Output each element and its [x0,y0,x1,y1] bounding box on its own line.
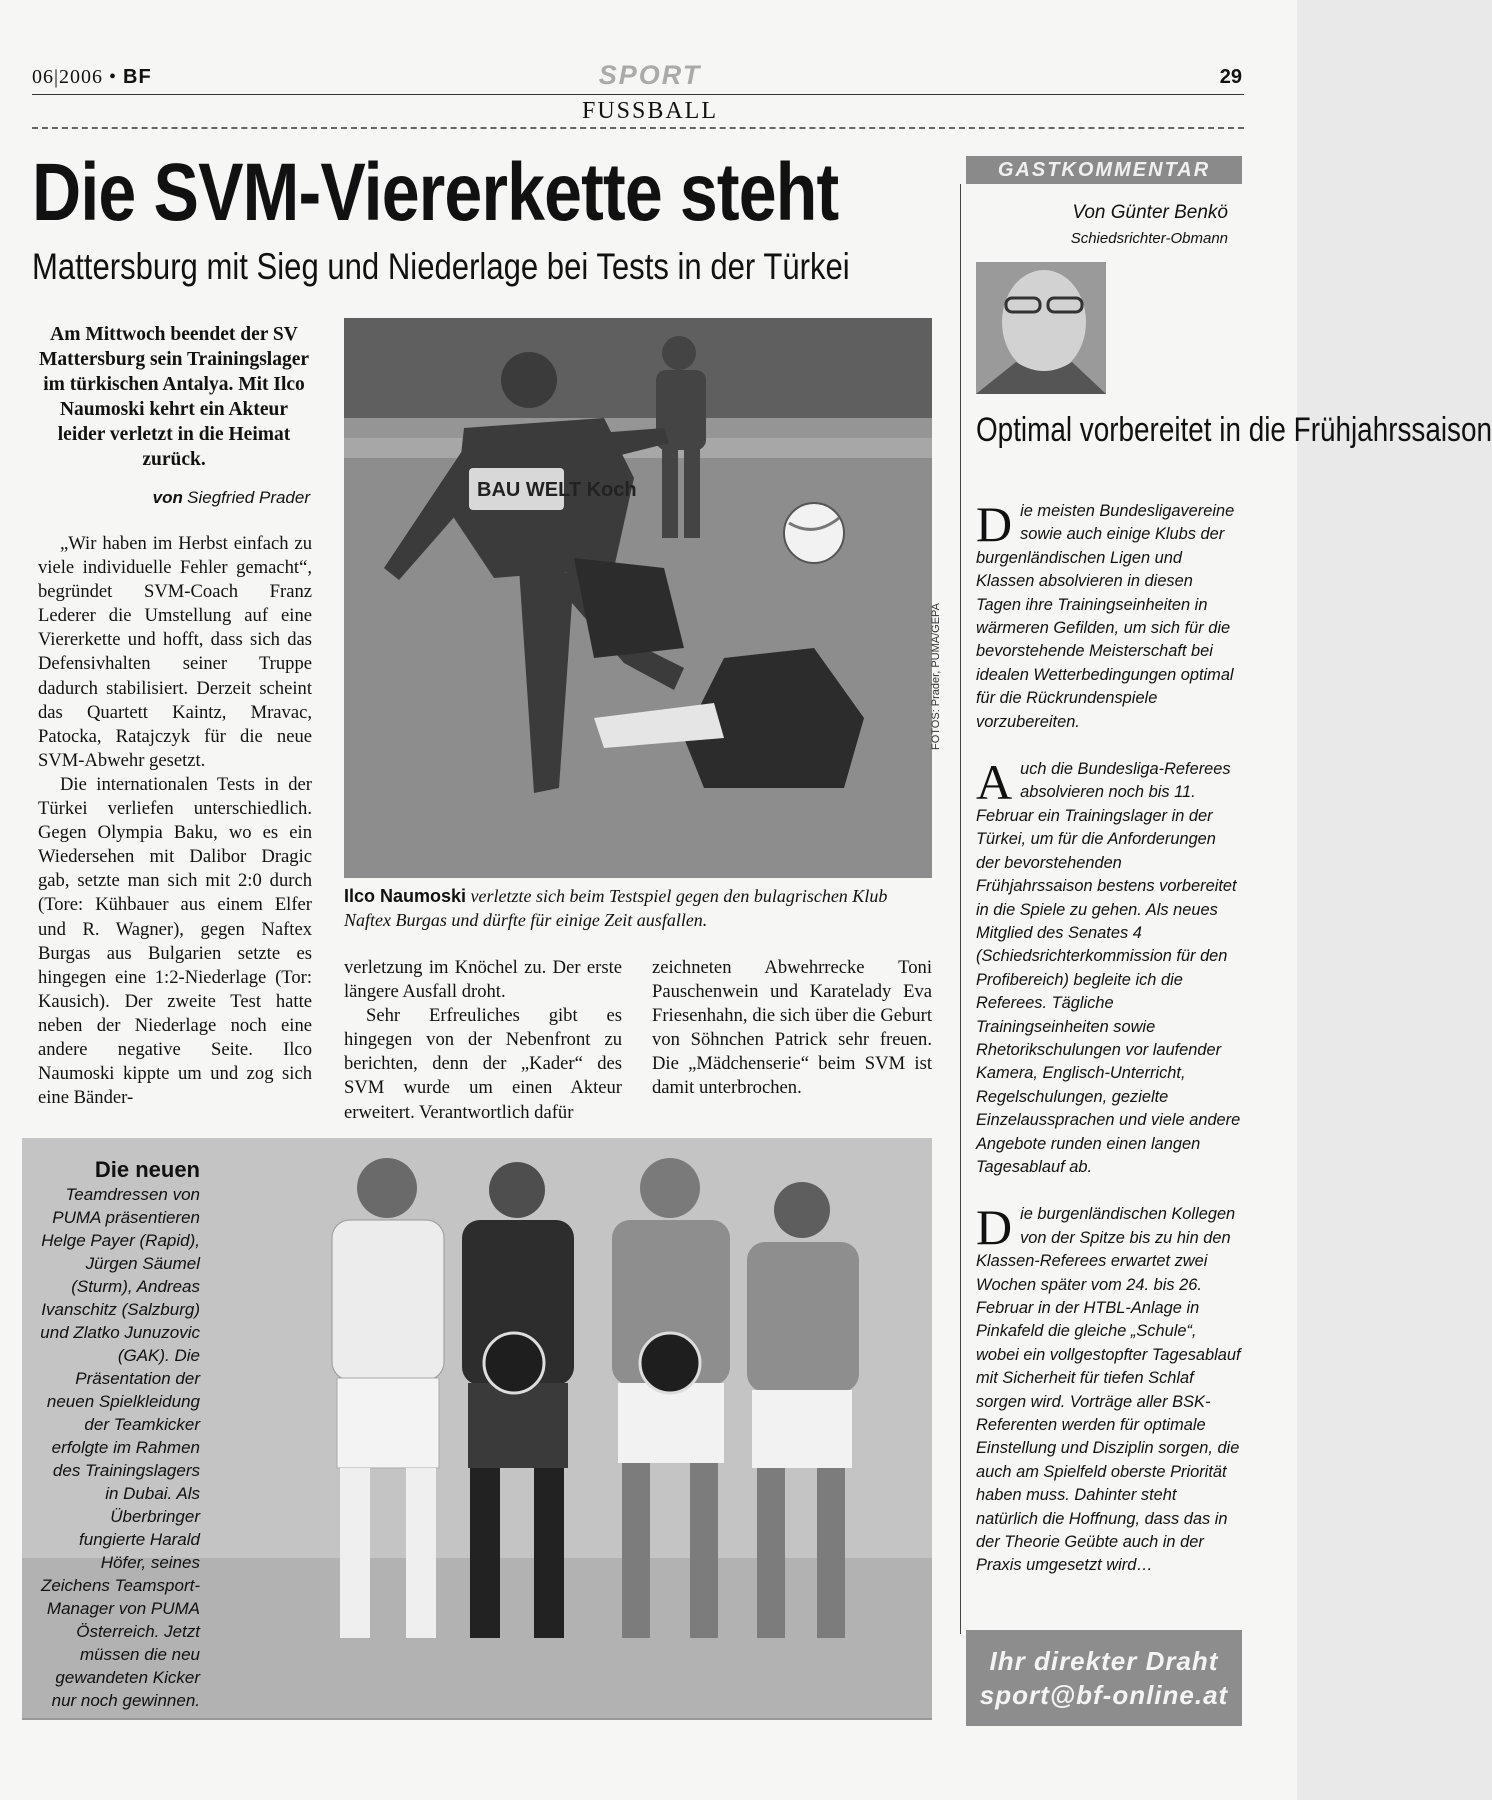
drop-cap: D [976,1199,1013,1256]
article-column-1 [38,532,312,1110]
caption-player-name: Ilco Naumoski [344,886,467,906]
paragraph: „Wir haben im Herbst einfach zu viele individuelle Fehler gemacht“, begründet SVM-Coach Franz Lederer die Umstellung auf eine Viererkette und hofft, dass sich das Defensivhalten seiner Truppe dadurch stabilisiert. Derzeit scheint das Quartett Kaintz, Mravac, Patocka, Ratajczyk für die neue SVM-Abwehr gesetzt. [38,533,312,771]
paragraph: verletzung im Knöchel zu. Der erste längere Ausfall droht. [344,957,622,1003]
paragraph: Sehr Erfreuliches gibt es hingegen von der Nebenfront zu berichten, denn der „Kader“ des SVM wurde um einen Akteur erweitert. Verantwortlich dafür [344,1005,622,1123]
paragraph: zeichneten Abwehrrecke Toni Pauschenwein und Karatelady Eva Friesenhahn, die sich über die Geburt von Söhnchen Patrick sehr freuen. Die „Mädchenserie“ beim SVM ist damit unterbrochen. [652,957,932,1099]
caption-text: Teamdressen von PUMA präsentieren Helge Payer (Rapid), Jürgen Säumel (Sturm), Andreas Ivanschitz (Salzburg) und Zlatko Junuzovic (GAK). Die Präsentation der neuen Spielkleidung der Teamkicker erfolgte im Rahmen des Trainingslagers in Dubai. Als Überbringer fungierte Harald Höfer, seines Zeichens Teamsport-Manager von PUMA Österreich. Jetzt müssen die neu gewandeten Kicker nur noch gewinnen. [40,1185,200,1710]
issue-number: 06|2006 [32,66,104,88]
commentary-author [966,200,1228,252]
subsection-title: FUSSBALL [581,98,719,124]
photo-credit: FOTOS: Prader, PUMA/GEPA [930,603,942,750]
article-column-3 [652,956,932,1101]
article-lead: Am Mittwoch beendet der SV Mattersburg sein Trainingslager im türkischen Antalya. Mit Ilco Naumoski kehrt ein Akteur leider verletzt in die Heimat zurück. [38,324,310,470]
drop-cap: D [976,496,1013,552]
commentary-title: Optimal vorbereitet in die Frühjahrssaison [976,411,1492,449]
section-title: SPORT [598,60,702,90]
paragraph-text: ie meisten Bundesligavereine sowie auch einige Klubs der burgenländischen Ligen und Klassen absolvieren in diesen Tagen ihre Trainingseinheiten in wärmeren Gefilden, um sich für die bevorstehende Meisterschaft bei idealen Wetterbedingungen optimal für die Rückrundenspiele vorzubereiten. [976,502,1235,731]
author-role: Schiedsrichter-Obmann [1070,230,1228,247]
commentary-body [976,496,1241,1602]
paragraph: Die internationalen Tests in der Türkei verliefen unterschiedlich. Gegen Olympia Baku, wo es ein Wiedersehen mit Dalibor Dragic gab, setzte man sich mit 2:0 durch (Tore: Kühbauer aus einem Elfer und R. Wagner), gegen Naftex Burgas aus Bulgarien setzte es hingegen eine 1:2-Niederlage (Tor: Kausich). Der zweite Test hatte neben der Niederlage noch eine andere negative Seite. Ilco Naumoski kippte um und zog sich eine Bänder- [38,773,312,1109]
article-byline [38,488,310,508]
caption-text: verletzte sich beim Testspiel gegen den bulagrischen Klub Naftex Burgas und dürfte für einige Zeit ausfallen. [344,886,888,930]
contact-heading: Ihr direkter Draht [989,1646,1219,1676]
sidebar-divider [960,184,961,1634]
match-photo [344,318,932,878]
author-name: Von Günter Benkö [1072,202,1228,223]
byline-author: Siegfried Prader [187,488,310,507]
team-kit-caption [40,1158,200,1712]
commentary-paragraph [976,496,1241,734]
match-photo-caption [344,884,932,932]
guest-commentary-label: GASTKOMMENTAR [997,159,1211,181]
issue-date [32,66,152,89]
paragraph-text: uch die Bundesliga-Referees absolvieren noch bis 11. Februar ein Trainingslager in der Türkei, um für die Anforderungen der bevorstehenden Frühjahrssaison bestens vorbereitet in die Spiele zu gehen. Als neues Mitglied des Senates 4 (Schiedsrichterkommission für den Profibereich) begleite ich die Referees. Tägliche Trainingseinheiten sowie Rhetorikschulungen vor laufender Kamera, Englisch-Unterricht, Regelschulungen, gezielte Einzelaussprachen und viele andere Angebote runden einen langen Tagesablauf ab. [976,760,1241,1176]
contact-email[interactable]: sport@bf-online.at [979,1680,1229,1710]
caption-bold-lead: Die neuen [94,1157,200,1182]
paragraph-text: ie burgenländischen Kollegen von der Spitze bis zu hin den Klassen-Referees erwartet zwei Wochen später vom 24. bis 26. Februar in der HTBL-Anlage in Pinkafeld die gleiche „Schule“, wobei ein vollgestopfter Tagesablauf mit Sicherheit für tiefen Schlaf sorgen wird. Vorträge aller BSK-Referenten werden für optimale Einstellung und Disziplin sorgen, die auch am Spielfeld oberste Priorität haben muss. Dahinter steht natürlich die Hoffnung, dass das in der Theorie Geübte auch in der Praxis umgesetzt wird… [976,1205,1241,1575]
contact-text [966,1644,1242,1712]
author-portrait-illustration [976,262,1106,394]
page-number: 29 [1219,66,1242,88]
header-dashed-rule [32,127,1244,129]
article-subheadline: Mattersburg mit Sieg und Niederlage bei Tests in der Türkei [32,246,850,287]
drop-cap: A [976,754,1013,811]
match-photo-illustration [344,318,932,878]
shirt-sponsor-text: BAU WELT Koch [477,479,637,501]
author-portrait [976,262,1106,394]
header-separator: • [109,66,118,88]
article-column-2 [344,956,622,1125]
article-headline: Die SVM-Viererkette steht [32,147,839,238]
byline-prefix: von [152,488,183,507]
header-rule [32,94,1244,95]
commentary-paragraph [976,754,1241,1179]
publication-name: BF [123,66,152,88]
commentary-paragraph [976,1199,1241,1578]
